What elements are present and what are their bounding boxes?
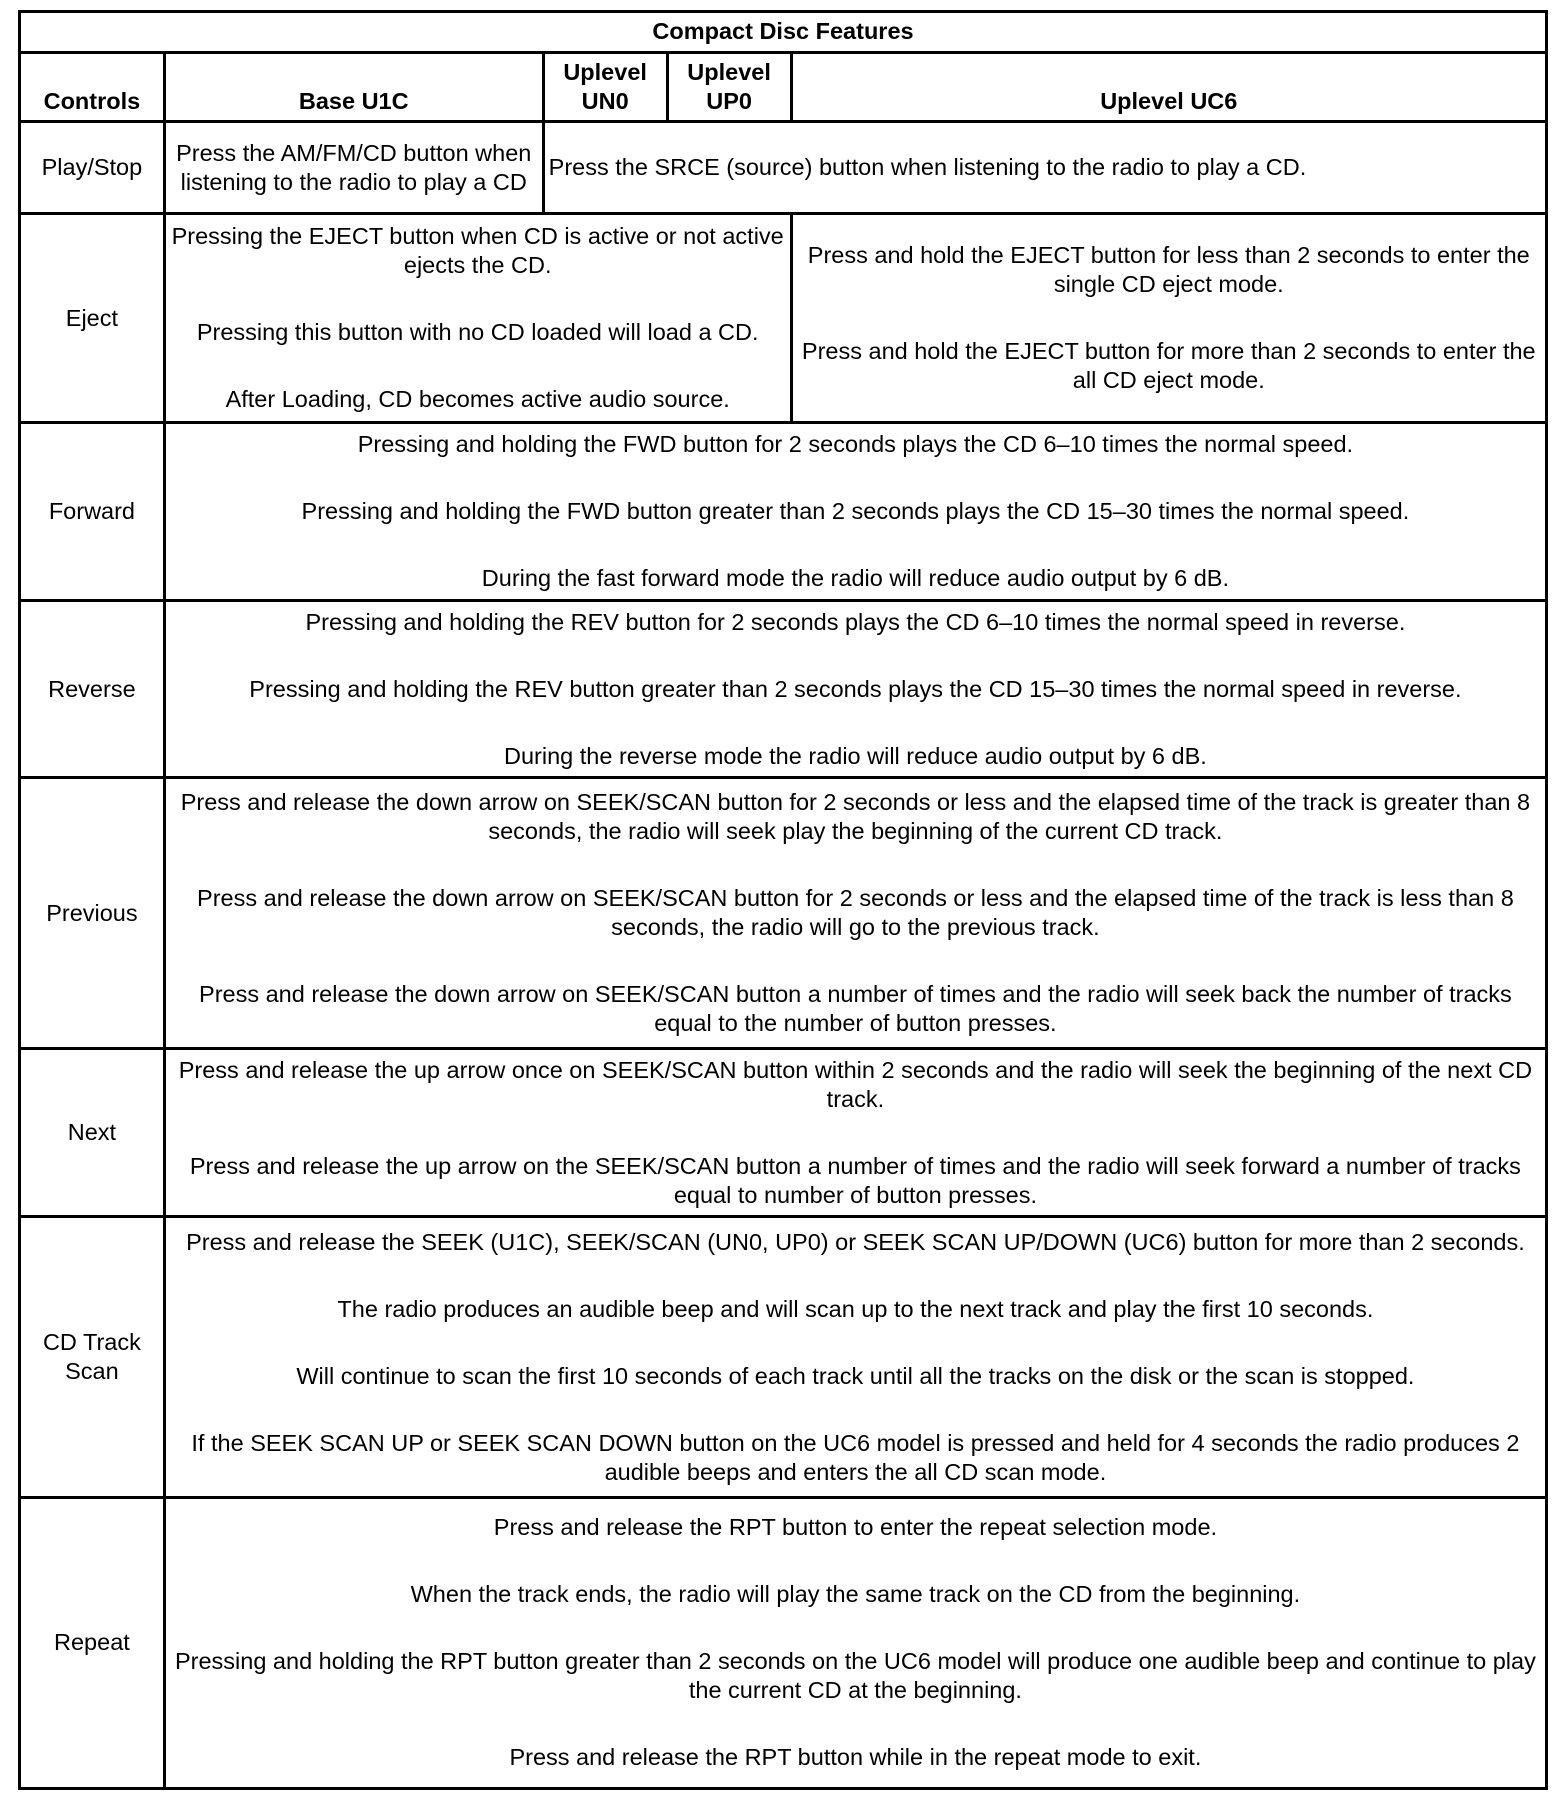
title-row <box>20 12 1547 53</box>
header-row <box>20 52 1547 122</box>
cell-paragraph: After Loading, CD becomes active audio source. <box>225 386 730 413</box>
control-label: Previous <box>20 778 165 1049</box>
cell-paragraph: When the track ends, the radio will play the same track on the CD from the beginning. <box>410 1581 1301 1608</box>
reverse-all-models <box>164 600 1546 778</box>
cell-paragraph: Pressing and holding the FWD button for 2 seconds plays the CD 6–10 times the normal speed. <box>357 430 1354 457</box>
cell-paragraph: During the reverse mode the radio will reduce audio output by 6 dB. <box>504 742 1207 769</box>
row-forward <box>20 423 1547 601</box>
cd-features-table <box>18 10 1548 1790</box>
header-uplevel-un0: Uplevel UN0 <box>543 52 667 122</box>
cell-paragraph: Press and hold the EJECT button for more than 2 seconds to enter the all CD eject mode. <box>801 338 1536 394</box>
track-scan-all-models <box>164 1217 1546 1497</box>
header-base-u1c: Base U1C <box>164 52 543 122</box>
row-play-stop <box>20 122 1547 214</box>
forward-all-models <box>164 423 1546 601</box>
cell-paragraph: Press the AM/FM/CD button when listening to the radio to play a CD <box>176 139 532 195</box>
repeat-all-models <box>164 1497 1546 1788</box>
row-repeat <box>20 1497 1547 1788</box>
control-label: Next <box>20 1049 165 1217</box>
cell-paragraph: Press the SRCE (source) button when listening to the radio to play a CD. <box>548 154 1307 181</box>
header-uplevel-up0: Uplevel UP0 <box>667 52 791 122</box>
cell-paragraph: Press and release the down arrow on SEEK/SCAN button a number of times and the radio will seek back the number of tracks equal to the number of button presses. <box>199 981 1512 1037</box>
previous-all-models <box>164 778 1546 1049</box>
eject-uc6 <box>791 214 1546 423</box>
cell-paragraph: Pressing this button with no CD loaded will load a CD. <box>196 319 759 346</box>
row-cd-track-scan <box>20 1217 1547 1497</box>
eject-base-un0-up0 <box>164 214 791 423</box>
row-next <box>20 1049 1547 1217</box>
cell-paragraph: Pressing and holding the RPT button greater than 2 seconds on the UC6 model will produce one audible beep and continue to play the current CD at the beginning. <box>174 1648 1536 1704</box>
cell-paragraph: Pressing and holding the REV button greater than 2 seconds plays the CD 15–30 times the normal speed in reverse. <box>249 675 1462 702</box>
cell-paragraph: Press and release the RPT button while in the repeat mode to exit. <box>509 1744 1202 1771</box>
cell-paragraph: Press and hold the EJECT button for less than 2 seconds to enter the single CD eject mode. <box>807 242 1530 298</box>
row-eject <box>20 214 1547 423</box>
play-stop-base <box>164 122 543 214</box>
row-reverse <box>20 600 1547 778</box>
cell-paragraph: Pressing the EJECT button when CD is active or not active ejects the CD. <box>171 223 784 279</box>
cell-paragraph: Press and release the up arrow once on SEEK/SCAN button within 2 seconds and the radio will seek the beginning of the next CD track. <box>178 1056 1533 1112</box>
cell-paragraph: Press and release the down arrow on SEEK/SCAN button for 2 seconds or less and the elapsed time of the track is greater than 8 seconds, the radio will seek play the beginning of the current CD track. <box>180 789 1531 845</box>
next-all-models <box>164 1049 1546 1217</box>
cell-paragraph: Press and release the SEEK (U1C), SEEK/SCAN (UN0, UP0) or SEEK SCAN UP/DOWN (UC6) button for more than 2 seconds. <box>186 1228 1525 1255</box>
control-label: Forward <box>20 423 165 601</box>
cell-paragraph: Press and release the down arrow on SEEK/SCAN button for 2 seconds or less and the elapsed time of the track is less than 8 seconds, the radio will go to the previous track. <box>197 885 1514 941</box>
cell-paragraph: Press and release the up arrow on the SEEK/SCAN button a number of times and the radio will seek forward a number of tracks equal to number of button presses. <box>189 1152 1521 1208</box>
cell-paragraph: During the fast forward mode the radio will reduce audio output by 6 dB. <box>481 564 1230 591</box>
cell-paragraph: The radio produces an audible beep and will scan up to the next track and play the first 10 seconds. <box>337 1295 1374 1322</box>
control-label: CD Track Scan <box>20 1217 165 1497</box>
control-label: Repeat <box>20 1497 165 1788</box>
cell-paragraph: If the SEEK SCAN UP or SEEK SCAN DOWN button on the UC6 model is pressed and held for 4 seconds the radio produces 2 audible beeps and enters the all CD scan mode. <box>191 1429 1520 1485</box>
control-label: Play/Stop <box>20 122 165 214</box>
cell-paragraph: Press and release the RPT button to enter the repeat selection mode. <box>493 1514 1218 1541</box>
row-previous <box>20 778 1547 1049</box>
header-uplevel-uc6: Uplevel UC6 <box>791 52 1546 122</box>
header-controls: Controls <box>20 52 165 122</box>
cell-paragraph: Will continue to scan the first 10 seconds of each track until all the tracks on the disk or the scan is stopped. <box>296 1362 1415 1389</box>
control-label: Reverse <box>20 600 165 778</box>
cell-paragraph: Pressing and holding the FWD button greater than 2 seconds plays the CD 15–30 times the normal speed. <box>301 497 1410 524</box>
table-title: Compact Disc Features <box>20 12 1547 53</box>
control-label: Eject <box>20 214 165 423</box>
cell-paragraph: Pressing and holding the REV button for 2 seconds plays the CD 6–10 times the normal speed in reverse. <box>305 608 1406 635</box>
play-stop-uplevel <box>543 122 1546 214</box>
